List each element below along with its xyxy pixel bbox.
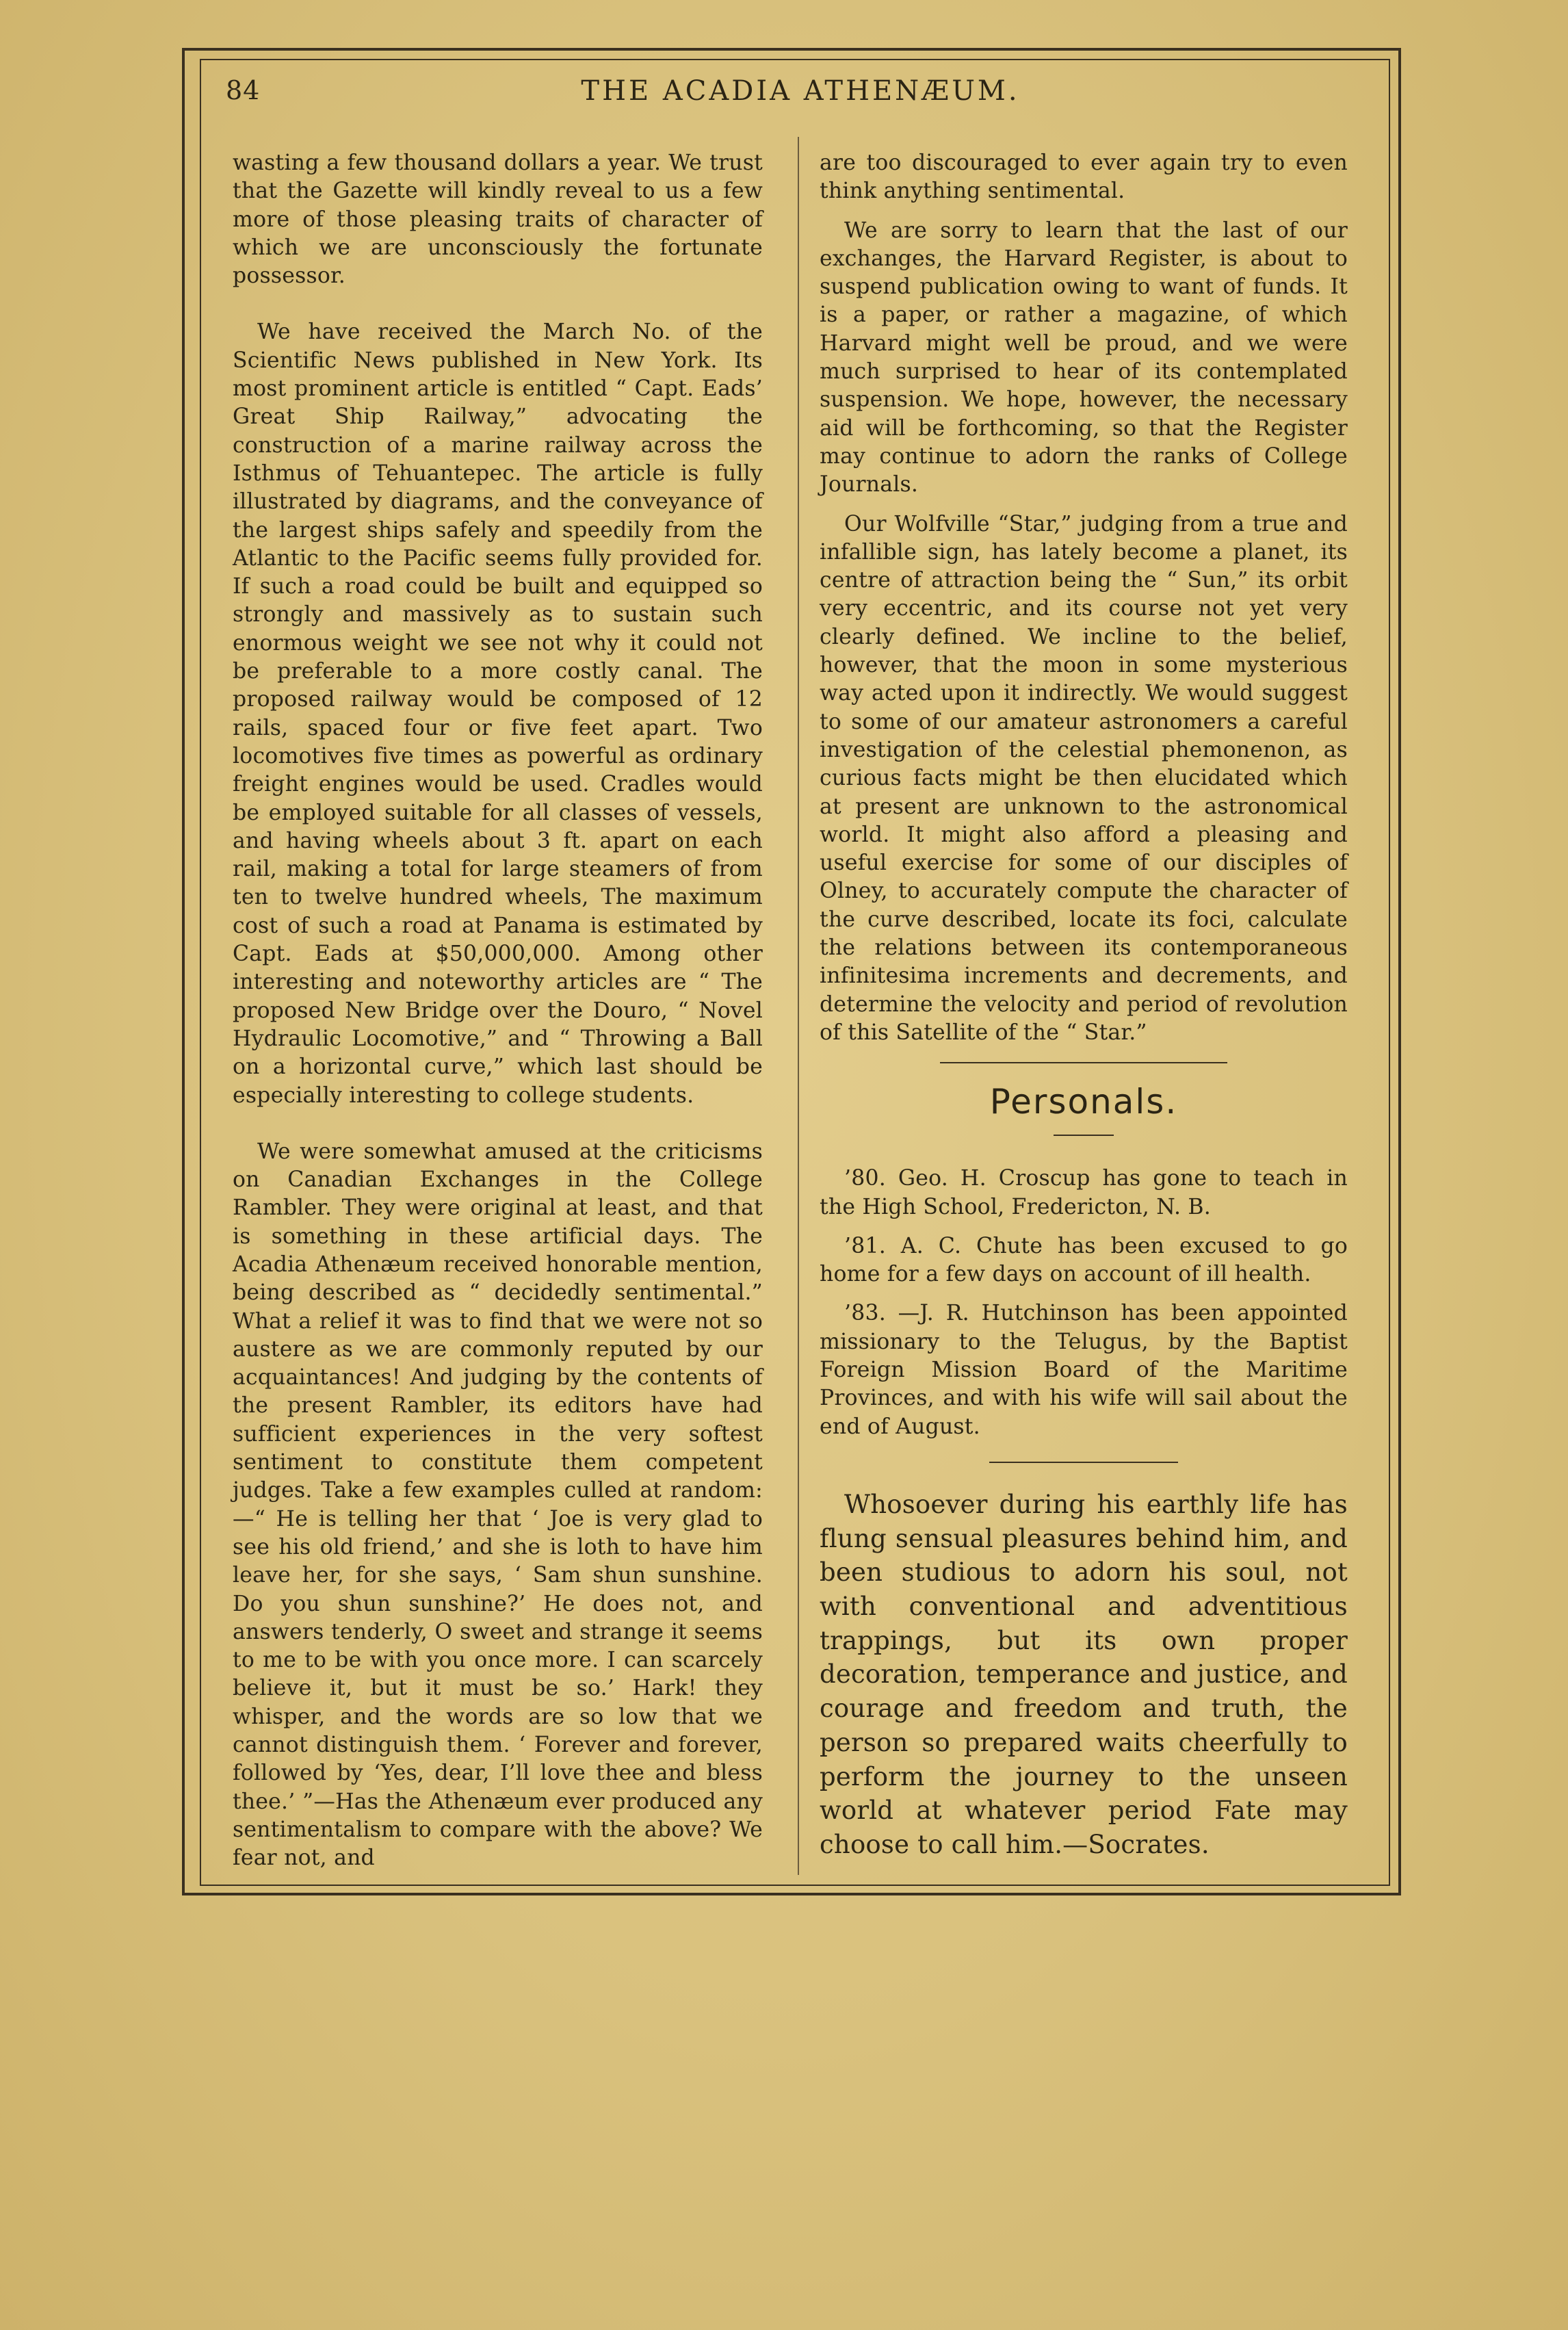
personal-item: ’81. A. C. Chute has been excused to go home for a few days on account of ill health.: [820, 1233, 1348, 1287]
right-column: [820, 149, 1348, 1862]
quote-text: Whosoever during his earthly life has flung sensual pleasures behind him, and been studious to adorn his soul, not with conventional and adventitious trappings, but its own proper decoration, temperance and justice, and courage and freedom and truth, the person so prepared waits cheerfully to perform the journey to the unseen world at whatever period Fate may choose to call him.—Socrates.: [820, 1489, 1348, 1859]
paragraph-wolfville-star: Our Wolfville “Star,” judging from a true and infallible sign, has lately become a planet, its centre of attraction being the “ Sun,” its orbit very eccentric, and its course not yet very clearly defined. We incline to the belief, however, that the moon in some mysterious way acted upon it indirectly. We would suggest to some of our amateur astronomers a careful investigation of the celestial phemonenon, as curious facts might be then elucidated which at present are unknown to the astronomical world. It might also afford a pleasing and useful exercise for some of our disciples of Olney, to accurately compute the character of the curve described, locate its foci, calculate the relations between its contemporaneous infinitesima increments and decrements, and determine the velocity and period of revolution of this Satellite of the “ Star.”: [820, 511, 1348, 1045]
left-column: [233, 149, 763, 1873]
personal-item: ’80. Geo. H. Croscup has gone to teach in the High School, Fredericton, N. B.: [820, 1166, 1348, 1219]
paragraph-college-rambler: We were somewhat amused at the criticisms on Canadian Exchanges in the College Rambler. They were original at least, and that is something in these artificial days. The Acadia Athenæum received honorable mention, being described as “ decidedly sentimental.” What a relief it was to find that we were not so austere as we are commonly reputed by our acquaintances! And judging by the contents of the present Rambler, its editors have had sufficient experiences in the very softest sentiment to constitute them competent judges. Take a few examples culled at random:—“ He is telling her that ‘ Joe is very glad to see his old friend,’ and she is loth to have him leave her, for she says, ‘ Sam shun sunshine. Do you shun sunshine?’ He does not, and answers tenderly, O sweet and strange it seems to me to be with you once more. I can scarcely believe it, but it must be so.’ Hark! they whisper, and the words are so low that we cannot distinguish them. ‘ Forever and forever, followed by ‘Yes, dear, I’ll love thee and bless thee.’ ”—Has the Athenæum ever produced any sentimentalism to compare with the above? We fear not, and: [233, 1139, 763, 1871]
socrates-quote: [820, 1488, 1348, 1862]
journal-title: THE ACADIA ATHENÆUM.: [581, 75, 1020, 107]
page-header: [226, 75, 1375, 116]
heading-rule: [1054, 1135, 1114, 1136]
paragraph-sentimental: are too discouraged to ever again try to even think anything sentimental.: [820, 151, 1348, 204]
paragraph-gazette: wasting a few thousand dollars a year. We trust that the Gazette will kindly reveal to us a few more of those pleasing traits of character of which we are unconsciously the fortunate possessor.: [233, 151, 763, 289]
column-divider: [798, 137, 799, 1875]
paragraph-harvard-register: We are sorry to learn that the last of our exchanges, the Harvard Register, is about to suspend publication owing to want of funds. It is a paper, or rather a magazine, of which Harvard might well be proud, and we were much surprised to hear of its contemplated suspension. We hope, however, the necessary aid will be forthcoming, so that the Register may continue to adorn the ranks of College Journals.: [820, 218, 1348, 497]
section-divider: [940, 1062, 1227, 1063]
quote-divider: [989, 1462, 1178, 1463]
personals-heading: Personals.: [989, 1082, 1178, 1122]
personal-item: ’83. —J. R. Hutchinson has been appointed missionary to the Telugus, by the Baptist Foreign Mission Board of the Maritime Provinces, and with his wife will sail about the end of August.: [820, 1301, 1348, 1439]
page-number: 84: [226, 75, 261, 105]
paragraph-scientific-news: We have received the March No. of the Scientific News published in New York. Its most prominent article is entitled “ Capt. Eads’ Great Ship Railway,” advocating the construction of a marine railway across the Isthmus of Tehuantepec. The article is fully illustrated by diagrams, and the conveyance of the largest ships safely and speedily from the Atlantic to the Pacific seems fully provided for. If such a road could be built and equipped so strongly and massively as to sustain such enormous weight we see not why it could not be preferable to a more costly canal. The proposed railway would be composed of 12 rails, spaced four or five feet apart. Two locomotives five times as powerful as ordinary freight engines would be used. Cradles would be employed suitable for all classes of vessels, and having wheels about 3 ft. apart on each rail, making a total for large steamers of from ten to twelve hundred wheels, The maximum cost of such a road at Panama is estimated by Capt. Eads at $50,000,000. Among other interesting and noteworthy articles are “ The proposed New Bridge over the Douro, “ Novel Hydraulic Locomotive,” and “ Throwing a Ball on a horizontal curve,” which last should be especially interesting to college students.: [233, 320, 763, 1108]
